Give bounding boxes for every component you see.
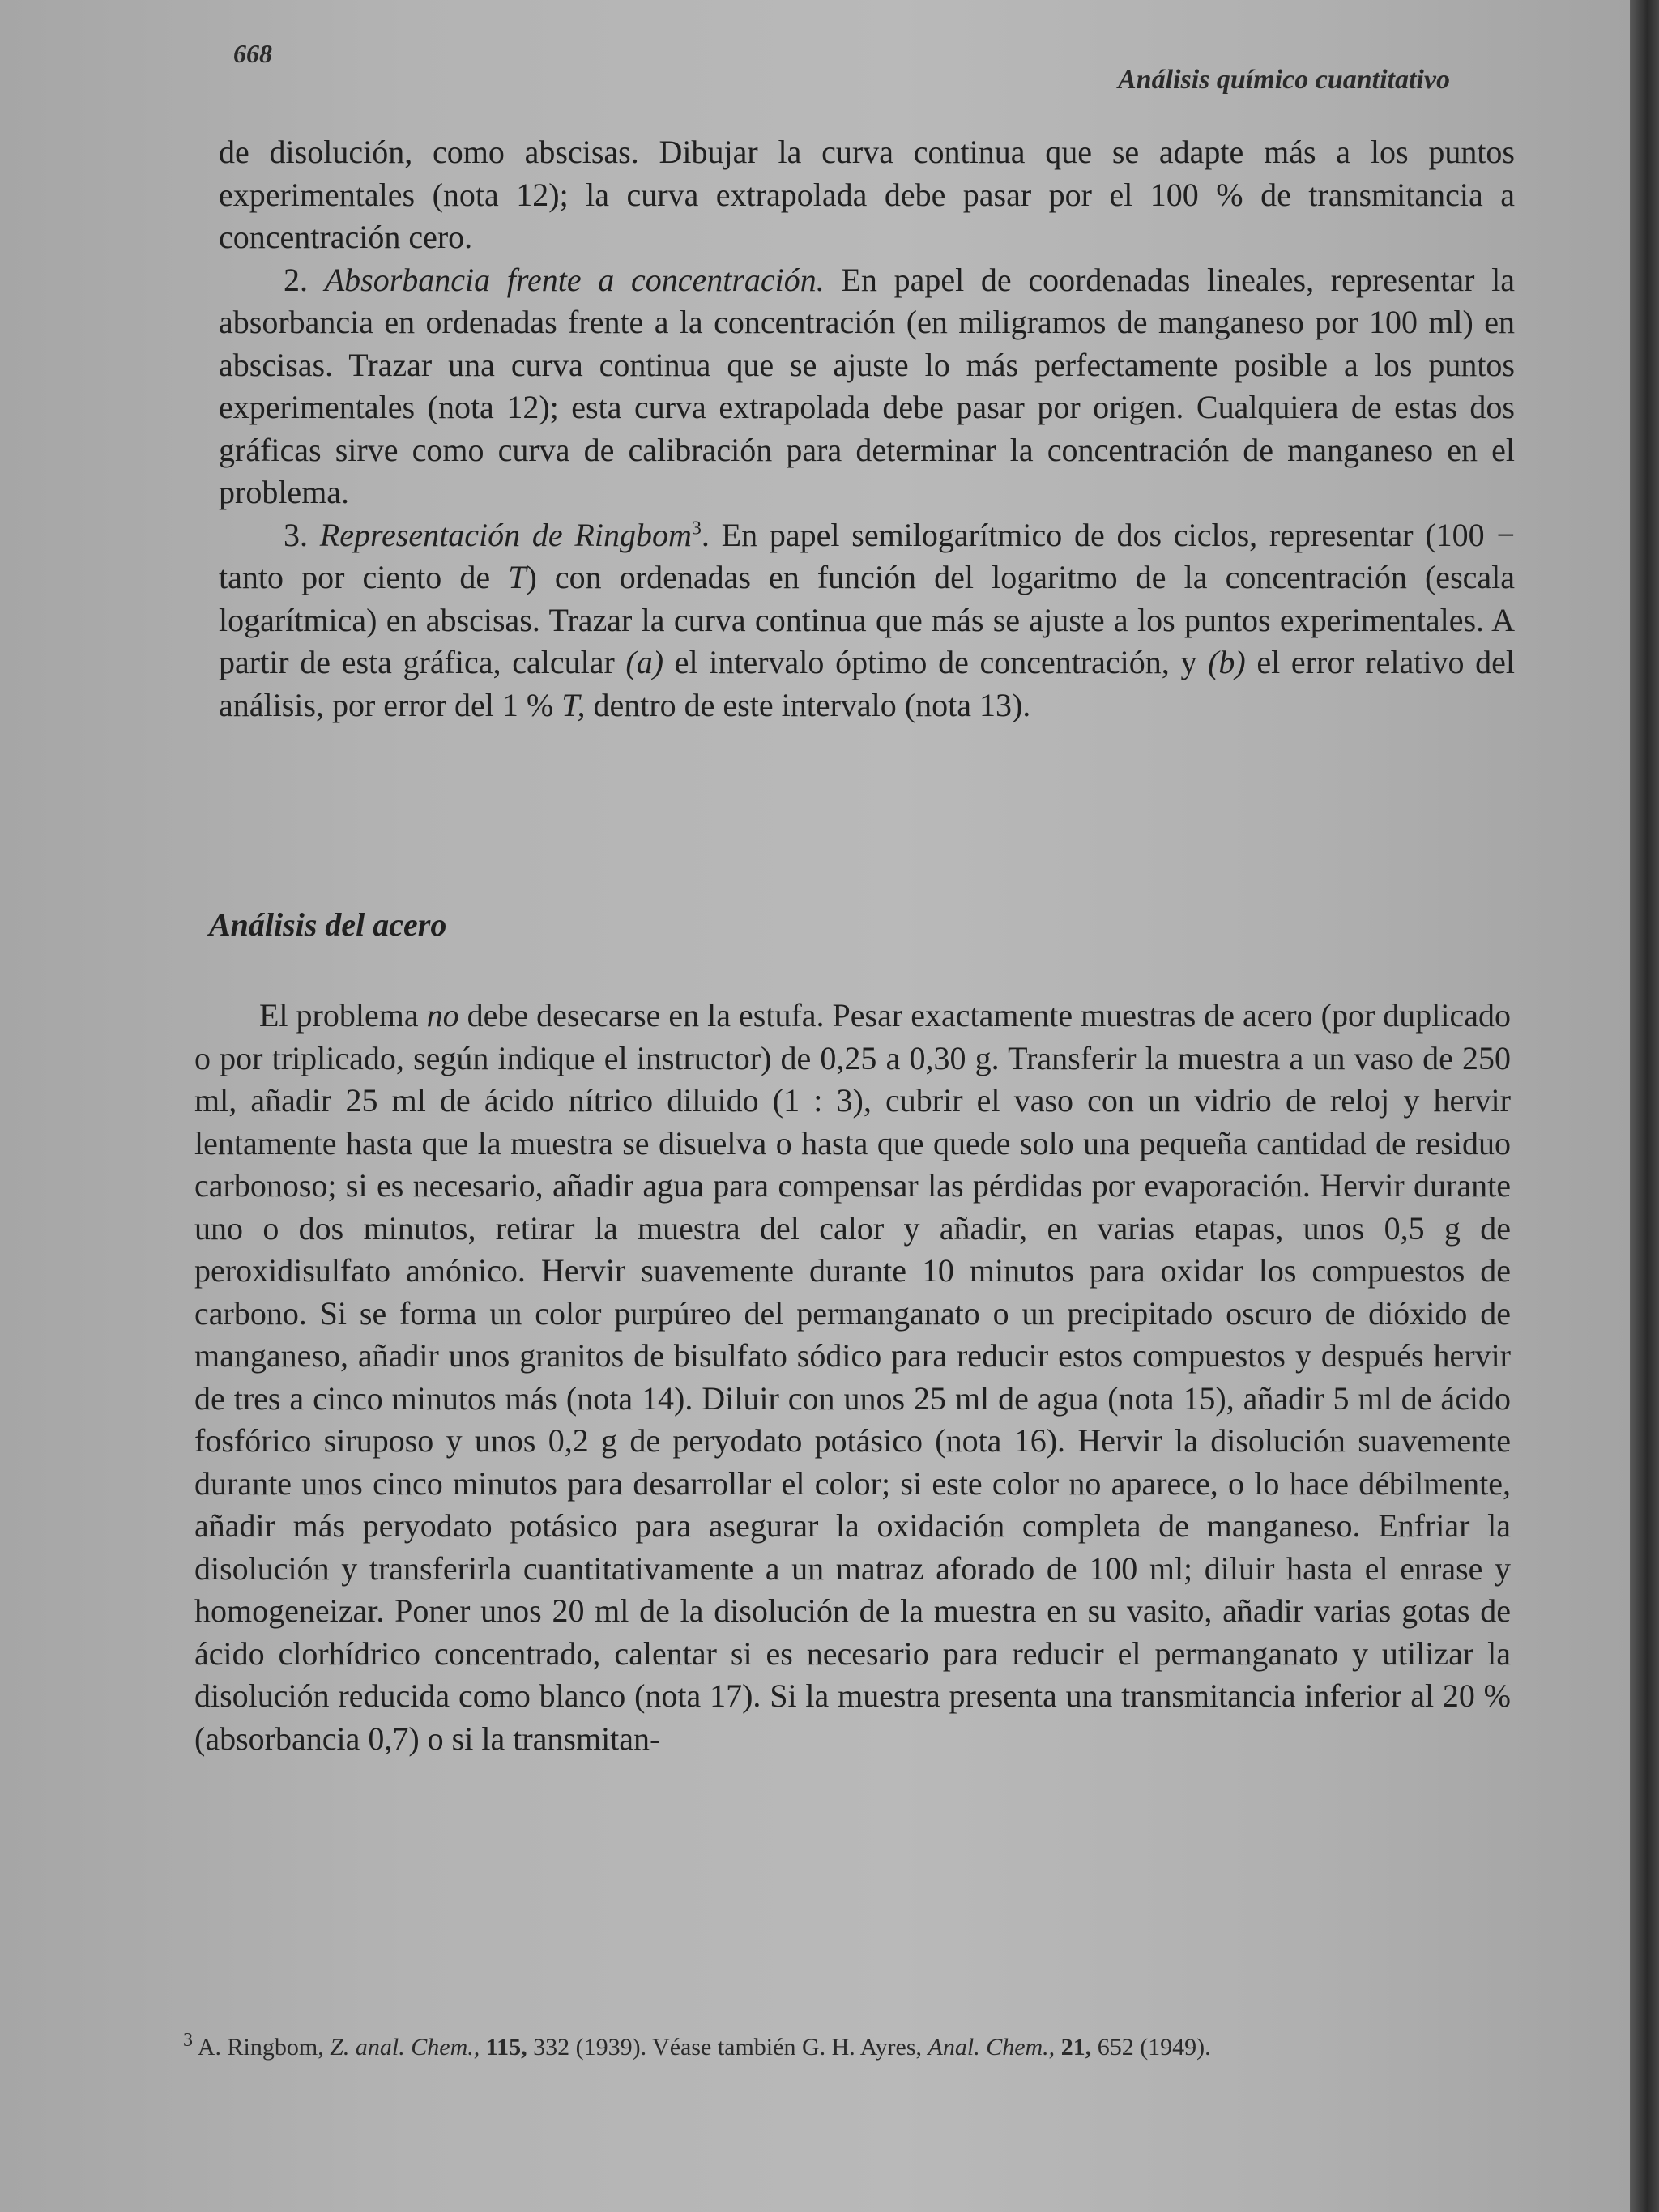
item-2-text: En papel de coordenadas lineales, representar la absorbancia en ordenadas frente a la concentración (en miligramos de manganeso por 100 ml) en abscisas. Trazar una curva continua que se ajuste lo más perfectamente posible a los puntos experimentales (nota 12); esta curva extrapolada debe pasar por origen. Cualquiera de estas dos gráficas sirve como curva de calibración para determinar la concentración de manganeso en el problema. [219, 261, 1516, 510]
footnote-marker: 3 [183, 2030, 193, 2051]
footnote-journal-1: Z. anal. Chem., [330, 2034, 480, 2061]
running-head: Análisis químico cuantitativo [1118, 65, 1450, 95]
item-3-a-label: (a) [625, 644, 664, 680]
item-3-title: Representación de Ringbom [319, 516, 692, 553]
steel-text-rest: debe desecarse en la estufa. Pesar exactamente muestras de acero (por duplicado o por triplicado, según indique el instructor) de 0,25 a 0,30 g. Transferir la muestra a un vaso de 250 ml, añadir 25 ml de ácido nítrico diluido (1 : 3), cubrir el vaso con un vidrio de reloj y hervir lentamente hasta que la muestra se disuelva o hasta que quede solo una pequeña cantidad de residuo carbonoso; si es necesario, añadir agua para compensar las pérdidas por evaporación. Hervir durante uno o dos minutos, retirar la muestra del calor y añadir, en varias etapas, unos 0,5 g de peroxidisulfato amónico. Hervir suavemente durante 10 minutos para oxidar los compuestos de carbono. Si se forma un color purpúreo del permanganato o un precipitado oscuro de dióxido de manganeso, añadir unos granitos de bisulfato sódico para reducir estos compuestos y después hervir de tres a cinco minutos más (nota 14). Diluir con unos 25 ml de agua (nota 15), añadir 5 ml de ácido fosfórico siruposo y unos 0,2 g de peryodato potásico (nota 16). Hervir la disolución suavemente durante unos cinco minutos para desarrollar el color; si este color no aparece, o lo hace débilmente, añadir más peryodato potásico para asegurar la oxidación completa de manganeso. Enfriar la disolución y transferirla cuantitativamente a un matraz aforado de 100 ml; diluir hasta el enrase y homogeneizar. Poner unos 20 ml de la disolución de la muestra en su vasito, añadir varias gotas de ácido clorhídrico concentrado, calentar si es necesario para reducir el permanganato y utilizar la disolución reducida como blanco (nota 17). Si la muestra presenta una transmitancia inferior al 20 % (absorbancia 0,7) o si la transmitan- [194, 997, 1512, 1757]
page-number: 668 [233, 39, 272, 68]
item-3-text-e: dentro de este intervalo (nota 13). [593, 686, 1031, 723]
item-3-t-symbol-2: T, [561, 686, 586, 723]
footnote-journal-2: Anal. Chem., [928, 2034, 1056, 2061]
item-3-text-b: ) con ordenadas en función del logaritmo de la concentración (escala logarítmica) en abscisas. Trazar la curva continua que más se ajuste a los puntos experimentales. A partir de esta gráfica, calcular [219, 559, 1516, 680]
item-3: 3. Representación de Ringbom$^3$. En papel semilogarítmico de dos ciclos, representar (100 − tanto por ciento de T) con ordenadas en función del logaritmo de la concentración (escala logarítmica) en abscisas. Trazar la curva continua que más se ajuste a los puntos experimentales. A partir de esta gráfica, calcular (a) el intervalo óptimo de concentración, y (b) el error relativo del análisis, por error del 1 % T, dentro de este intervalo (nota 13). [219, 516, 1516, 723]
item-2 [219, 259, 1515, 514]
steel-section [194, 995, 1511, 1760]
footnote-ref: 3 [691, 518, 702, 539]
section-heading: Análisis del acero [209, 906, 447, 943]
steel-text-no: no [426, 997, 459, 1034]
steel-paragraph [194, 995, 1511, 1760]
footnote-ref-2: 652 (1949). [1097, 2034, 1211, 2061]
footnote-ref-1: 332 (1939). Véase también G. H. Ayres, [533, 2034, 923, 2061]
footnote-author: A. Ringbom, [197, 2034, 324, 2061]
footnote-volume-1: 115, [485, 2034, 527, 2061]
item-2-title: Absorbancia frente a concentración. [324, 261, 825, 298]
footnote-volume-2: 21, [1060, 2034, 1092, 2061]
paragraph-continuation: de disolución, como abscisas. Dibujar la curva continua que se adapte más a los puntos experimentales (nota 12); la curva extrapolada debe pasar por el 100 % de transmitancia a concentración cero. [219, 134, 1515, 255]
steel-text-start: El problema [259, 997, 419, 1034]
item-3-text-c: el intervalo óptimo de concentración, y [674, 644, 1197, 680]
footnote [183, 2031, 1512, 2064]
page-edge-shadow [1630, 0, 1659, 2212]
top-section [219, 131, 1515, 727]
item-3-b-label: (b) [1208, 644, 1246, 680]
item-2-number: 2. [284, 261, 308, 298]
item-3-number: 3. [284, 516, 308, 553]
item-3-text-a: En papel semilogarítmico de dos ciclos, representar (100 − tanto por ciento de [219, 516, 1516, 595]
item-3-t-symbol: T [508, 559, 527, 595]
item-3-text-d: el error relativo del análisis, por error del 1 % [219, 644, 1515, 723]
